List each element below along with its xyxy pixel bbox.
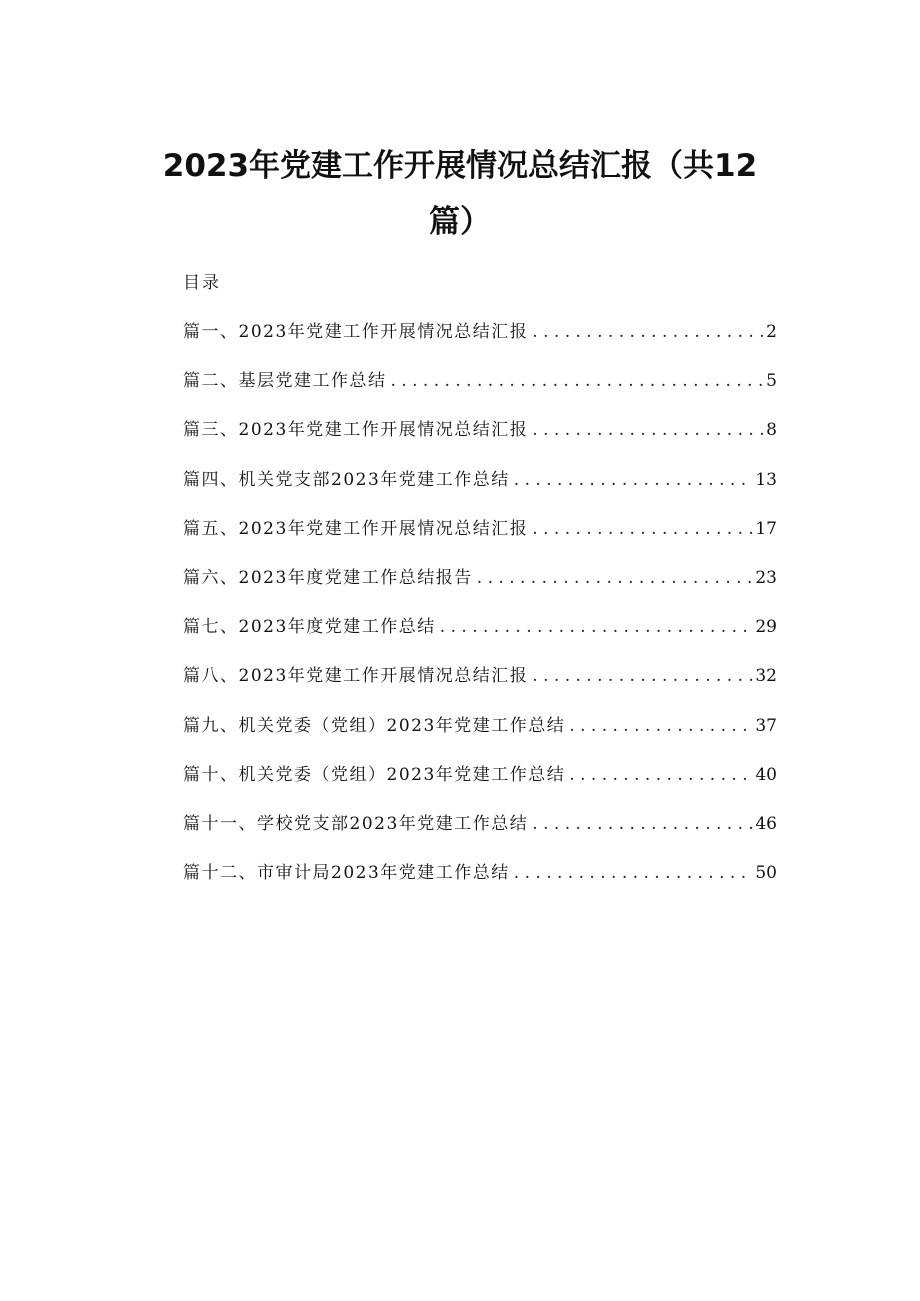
toc-entry-label: 篇三、2023年党建工作开展情况总结汇报 bbox=[183, 420, 529, 441]
toc-entry-page: 13 bbox=[755, 469, 777, 490]
toc-entry-3[interactable] bbox=[183, 416, 777, 465]
toc-leader-dots bbox=[532, 662, 753, 690]
toc-leader-dots bbox=[532, 515, 753, 543]
toc-entry-label: 篇六、2023年度党建工作总结报告 bbox=[183, 567, 473, 588]
toc-entry-page: 5 bbox=[766, 371, 777, 392]
toc-heading: 目录 bbox=[183, 273, 221, 293]
toc-leader-dots bbox=[514, 859, 754, 887]
toc-entry-page: 29 bbox=[755, 617, 777, 638]
toc-leader-dots bbox=[391, 367, 765, 395]
toc-entry-2[interactable] bbox=[183, 367, 777, 416]
toc-entry-5[interactable] bbox=[183, 515, 777, 564]
toc-entry-page: 23 bbox=[755, 567, 777, 588]
toc-leader-dots bbox=[514, 466, 754, 494]
toc-leader-dots bbox=[569, 712, 753, 740]
document-title: 2023年党建工作开展情况总结汇报（共12篇） bbox=[162, 148, 758, 240]
toc-entry-page: 40 bbox=[755, 764, 777, 785]
toc-entry-page: 32 bbox=[755, 666, 777, 687]
toc-leader-dots bbox=[477, 564, 754, 592]
toc-entry-label: 篇一、2023年党建工作开展情况总结汇报 bbox=[183, 322, 529, 342]
toc-leader-dots bbox=[532, 318, 764, 346]
toc-entry-label: 篇七、2023年度党建工作总结 bbox=[183, 617, 436, 638]
toc-entry-page: 17 bbox=[755, 518, 777, 539]
toc-leader-dots bbox=[532, 810, 753, 838]
toc-entry-label: 篇九、机关党委（党组）2023年党建工作总结 bbox=[183, 715, 566, 736]
toc-entry-page: 50 bbox=[755, 863, 777, 884]
toc-entry-6[interactable] bbox=[183, 564, 777, 613]
toc-entry-page: 8 bbox=[766, 420, 777, 441]
toc-entry-8[interactable] bbox=[183, 662, 777, 711]
toc-entry-label: 篇十、机关党委（党组）2023年党建工作总结 bbox=[183, 764, 566, 785]
toc-entry-12[interactable] bbox=[183, 859, 777, 908]
toc-entry-label: 篇十二、市审计局2023年党建工作总结 bbox=[183, 863, 510, 884]
toc-entry-4[interactable] bbox=[183, 466, 777, 515]
table-of-contents bbox=[183, 318, 777, 908]
toc-leader-dots bbox=[440, 613, 754, 641]
toc-entry-label: 篇十一、学校党支部2023年党建工作总结 bbox=[183, 813, 529, 834]
toc-entry-label: 篇八、2023年党建工作开展情况总结汇报 bbox=[183, 666, 529, 687]
toc-entry-label: 篇二、基层党建工作总结 bbox=[183, 371, 387, 392]
toc-entry-label: 篇四、机关党支部2023年党建工作总结 bbox=[183, 469, 510, 490]
toc-entry-1[interactable] bbox=[183, 318, 777, 367]
toc-entry-7[interactable] bbox=[183, 613, 777, 662]
toc-entry-10[interactable] bbox=[183, 761, 777, 810]
toc-entry-11[interactable] bbox=[183, 810, 777, 859]
toc-entry-page: 37 bbox=[755, 715, 777, 736]
toc-entry-label: 篇五、2023年党建工作开展情况总结汇报 bbox=[183, 518, 529, 539]
toc-leader-dots bbox=[532, 416, 764, 444]
toc-entry-page: 46 bbox=[755, 813, 777, 834]
toc-entry-page: 2 bbox=[766, 322, 777, 342]
toc-entry-9[interactable] bbox=[183, 712, 777, 761]
toc-leader-dots bbox=[569, 761, 753, 789]
